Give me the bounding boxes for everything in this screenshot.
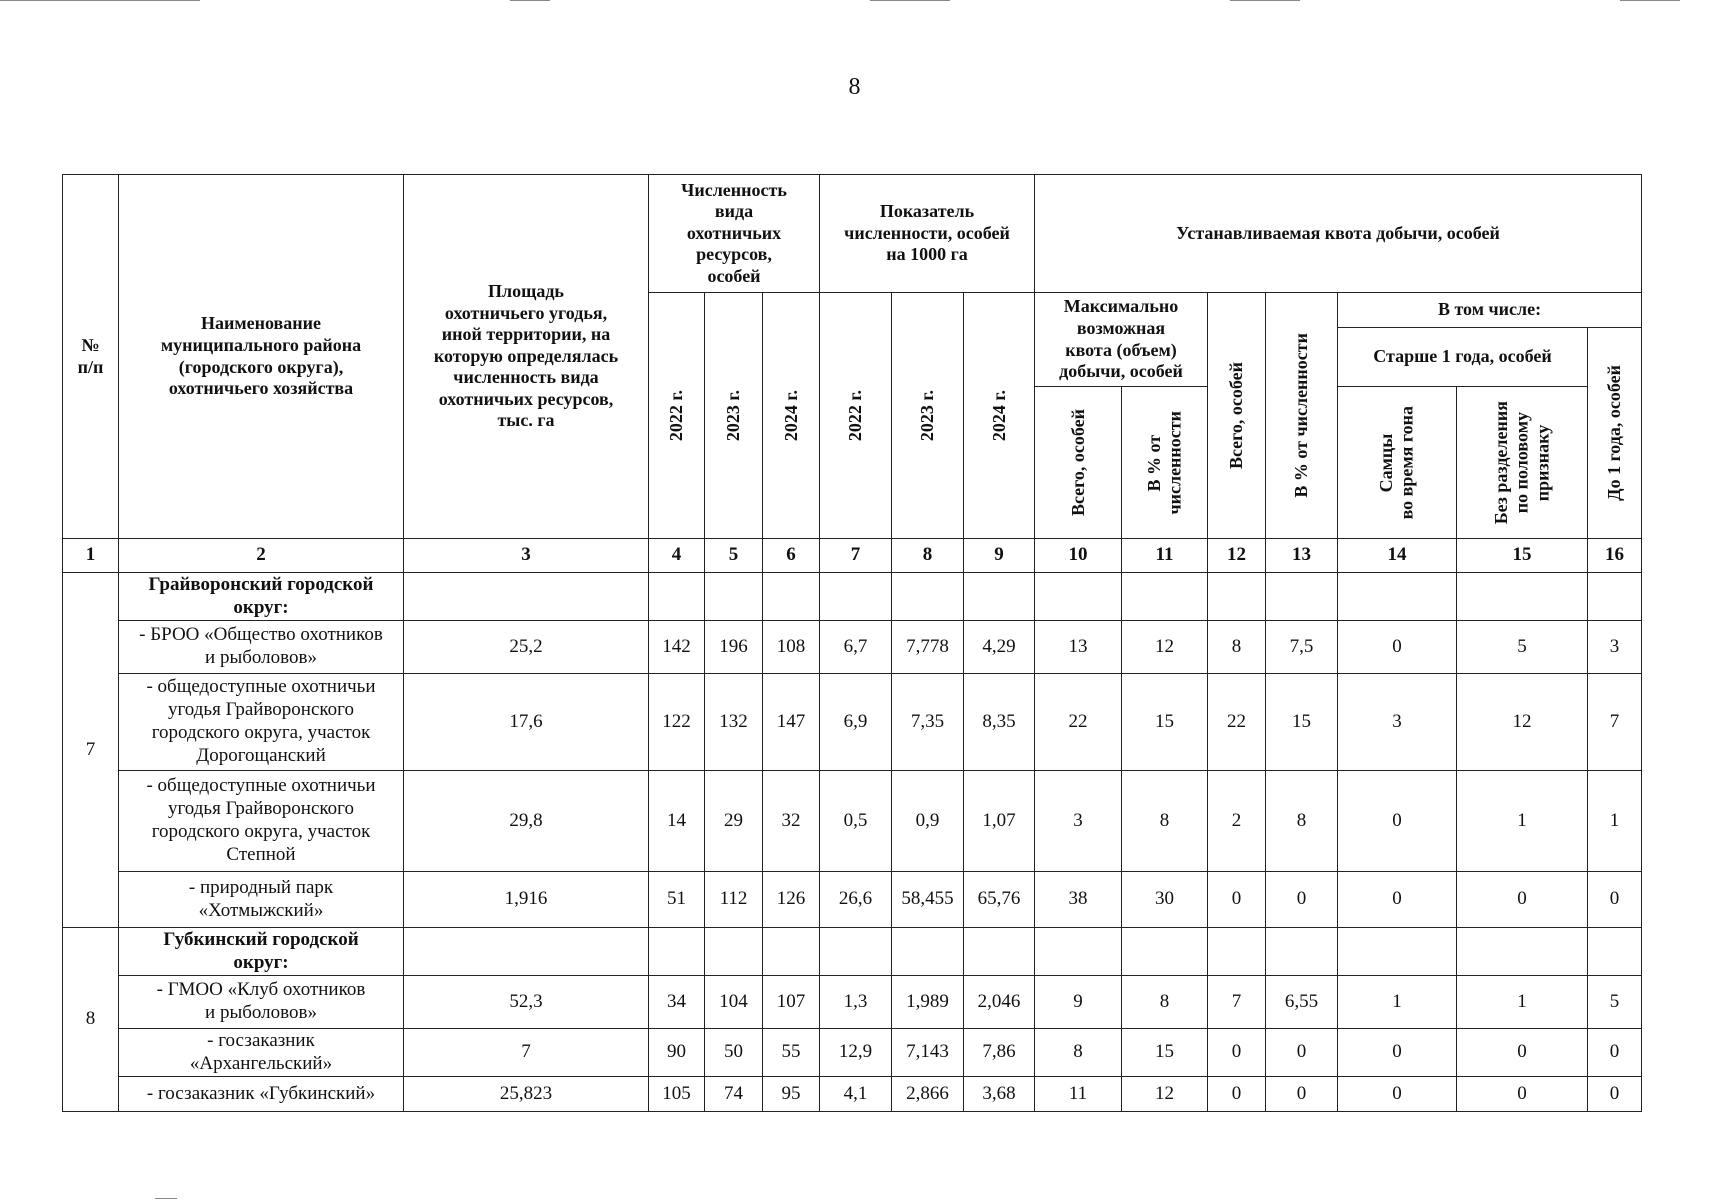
empty-cell xyxy=(892,573,964,621)
table-cell: 8 xyxy=(1208,621,1266,674)
table-cell: 0 xyxy=(1266,1077,1338,1112)
empty-cell xyxy=(1338,928,1457,976)
column-number: 7 xyxy=(820,539,892,573)
table-cell: 105 xyxy=(649,1077,705,1112)
table-cell: 6,7 xyxy=(820,621,892,674)
empty-cell xyxy=(1457,928,1588,976)
header-area: Площадь охотничьего угодья, иной территории, на которую определялась численность вида охотничьих ресурсов, тыс. га xyxy=(404,175,649,539)
table-cell: 15 xyxy=(1266,674,1338,771)
table-cell: 0 xyxy=(1457,1029,1588,1077)
table-cell: 1 xyxy=(1338,976,1457,1029)
table-cell: 1 xyxy=(1457,976,1588,1029)
hunting-quota-table xyxy=(62,174,1642,1112)
table-cell: 14 xyxy=(649,771,705,872)
table-cell: 3 xyxy=(1035,771,1122,872)
table-cell: 2,866 xyxy=(892,1077,964,1112)
table-row xyxy=(63,872,1642,928)
table-cell: 12 xyxy=(1457,674,1588,771)
empty-cell xyxy=(1338,573,1457,621)
table-cell: 4,1 xyxy=(820,1077,892,1112)
column-number: 9 xyxy=(964,539,1035,573)
no-sex-label: Без разделения по половому признаку xyxy=(1490,400,1553,525)
table-cell: 0 xyxy=(1266,872,1338,928)
year-label: 2022 г. xyxy=(845,389,866,442)
table-cell: 126 xyxy=(763,872,820,928)
header-name: Наименование муниципального района (городского округа), охотничьего хозяйства xyxy=(119,175,404,539)
table-cell: 0 xyxy=(1208,872,1266,928)
hunting-ground-name: - общедоступные охотничьи угодья Грайворонского городского округа, участок Дорогощанский xyxy=(119,674,404,771)
header-quota: Устанавливаемая квота добычи, особей xyxy=(1035,175,1642,293)
scan-edge-line xyxy=(870,0,950,1)
table-cell: 7,778 xyxy=(892,621,964,674)
column-number: 4 xyxy=(649,539,705,573)
table-cell: 5 xyxy=(1588,976,1642,1029)
table-cell: 4,29 xyxy=(964,621,1035,674)
table-cell: 8 xyxy=(1035,1029,1122,1077)
table-cell: 32 xyxy=(763,771,820,872)
empty-cell xyxy=(649,573,705,621)
empty-cell xyxy=(1122,928,1208,976)
empty-cell xyxy=(1266,573,1338,621)
header-max-pct xyxy=(1122,387,1208,539)
table-cell: 90 xyxy=(649,1029,705,1077)
max-pct-label: В % от численности xyxy=(1143,410,1185,515)
table-cell: 12 xyxy=(1122,621,1208,674)
year-label: 2023 г. xyxy=(723,389,744,442)
table-cell: 7,5 xyxy=(1266,621,1338,674)
group-title-row xyxy=(63,928,1642,976)
scan-edge-line xyxy=(0,0,200,1)
header-year xyxy=(763,293,820,539)
table-cell: 55 xyxy=(763,1029,820,1077)
pct-label: В % от численности xyxy=(1291,333,1312,498)
under1-label: До 1 года, особей xyxy=(1604,365,1625,501)
table-cell: 12,9 xyxy=(820,1029,892,1077)
table-cell: 29 xyxy=(705,771,763,872)
column-number: 14 xyxy=(1338,539,1457,573)
column-number: 12 xyxy=(1208,539,1266,573)
header-year xyxy=(705,293,763,539)
header-under1 xyxy=(1588,328,1642,539)
column-number: 15 xyxy=(1457,539,1588,573)
year-label: 2022 г. xyxy=(666,389,687,442)
table-cell: 9 xyxy=(1035,976,1122,1029)
table-cell: 38 xyxy=(1035,872,1122,928)
table-cell: 104 xyxy=(705,976,763,1029)
empty-cell xyxy=(820,573,892,621)
table-cell: 7,35 xyxy=(892,674,964,771)
header-year xyxy=(649,293,705,539)
empty-cell xyxy=(964,573,1035,621)
empty-cell xyxy=(649,928,705,976)
table-cell: 12 xyxy=(1122,1077,1208,1112)
males-label: Самцы во время гона xyxy=(1376,405,1417,520)
header-year xyxy=(820,293,892,539)
hunting-ground-name: - БРОО «Общество охотников и рыболовов» xyxy=(119,621,404,674)
table-cell: 7,86 xyxy=(964,1029,1035,1077)
empty-cell xyxy=(705,573,763,621)
table-cell: 8 xyxy=(1122,771,1208,872)
empty-cell xyxy=(1266,928,1338,976)
empty-cell xyxy=(1208,928,1266,976)
header-total xyxy=(1208,293,1266,539)
table-cell: 7 xyxy=(1208,976,1266,1029)
header-pct-of-pop xyxy=(1266,293,1338,539)
table-cell: 50 xyxy=(705,1029,763,1077)
table-cell: 2 xyxy=(1208,771,1266,872)
table-cell: 30 xyxy=(1122,872,1208,928)
table-cell: 0 xyxy=(1588,872,1642,928)
table-cell: 3 xyxy=(1588,621,1642,674)
table-cell: 52,3 xyxy=(404,976,649,1029)
table-row xyxy=(63,1077,1642,1112)
table-cell: 65,76 xyxy=(964,872,1035,928)
column-number: 13 xyxy=(1266,539,1338,573)
column-number: 3 xyxy=(404,539,649,573)
table-cell: 22 xyxy=(1208,674,1266,771)
table-cell: 112 xyxy=(705,872,763,928)
table-cell: 0 xyxy=(1457,872,1588,928)
table-cell: 3,68 xyxy=(964,1077,1035,1112)
table-cell: 147 xyxy=(763,674,820,771)
table-row xyxy=(63,976,1642,1029)
table-row xyxy=(63,674,1642,771)
table-cell: 0 xyxy=(1338,1029,1457,1077)
empty-cell xyxy=(404,573,649,621)
table-cell: 0 xyxy=(1457,1077,1588,1112)
table-row xyxy=(63,621,1642,674)
table-body xyxy=(63,539,1642,1112)
table-cell: 8 xyxy=(1122,976,1208,1029)
table-cell: 6,55 xyxy=(1266,976,1338,1029)
table-cell: 7,143 xyxy=(892,1029,964,1077)
header-older: Старше 1 года, особей xyxy=(1338,328,1588,387)
table-cell: 15 xyxy=(1122,674,1208,771)
table-cell: 22 xyxy=(1035,674,1122,771)
header-row-number: № п/п xyxy=(63,175,119,539)
table-cell: 3 xyxy=(1338,674,1457,771)
table-row xyxy=(63,771,1642,872)
table-cell: 17,6 xyxy=(404,674,649,771)
table-cell: 0 xyxy=(1338,621,1457,674)
table-cell: 26,6 xyxy=(820,872,892,928)
hunting-ground-name: - природный парк «Хотмыжский» xyxy=(119,872,404,928)
table-cell: 122 xyxy=(649,674,705,771)
empty-cell xyxy=(1457,573,1588,621)
table-cell: 132 xyxy=(705,674,763,771)
header-population: Численность вида охотничьих ресурсов, особей xyxy=(649,175,820,293)
table-cell: 0 xyxy=(1338,872,1457,928)
scan-edge-line xyxy=(510,0,550,1)
column-number: 16 xyxy=(1588,539,1642,573)
total-label: Всего, особей xyxy=(1226,361,1247,470)
year-label: 2024 г. xyxy=(780,389,801,442)
header-max-total xyxy=(1035,387,1122,539)
table-cell: 7 xyxy=(404,1029,649,1077)
max-total-label: Всего, особей xyxy=(1067,408,1088,517)
empty-cell xyxy=(1208,573,1266,621)
column-number: 5 xyxy=(705,539,763,573)
column-number-row xyxy=(63,539,1642,573)
empty-cell xyxy=(964,928,1035,976)
table-cell: 11 xyxy=(1035,1077,1122,1112)
year-label: 2024 г. xyxy=(988,389,1009,442)
table-cell: 1,916 xyxy=(404,872,649,928)
table-cell: 34 xyxy=(649,976,705,1029)
table-cell: 1 xyxy=(1457,771,1588,872)
empty-cell xyxy=(763,573,820,621)
column-number: 2 xyxy=(119,539,404,573)
hunting-ground-name: - ГМОО «Клуб охотников и рыболовов» xyxy=(119,976,404,1029)
scan-edge-line xyxy=(1230,0,1300,1)
table-cell: 13 xyxy=(1035,621,1122,674)
table-cell: 25,2 xyxy=(404,621,649,674)
table-cell: 0,9 xyxy=(892,771,964,872)
table-cell: 5 xyxy=(1457,621,1588,674)
column-number: 8 xyxy=(892,539,964,573)
empty-cell xyxy=(1588,928,1642,976)
scan-edge-line xyxy=(1620,0,1680,1)
hunting-ground-name: - госзаказник «Губкинский» xyxy=(119,1077,404,1112)
empty-cell xyxy=(404,928,649,976)
column-number: 1 xyxy=(63,539,119,573)
group-number: 8 xyxy=(63,928,119,1112)
table-cell: 1 xyxy=(1588,771,1642,872)
header-density: Показатель численности, особей на 1000 га xyxy=(820,175,1035,293)
table-cell: 0 xyxy=(1588,1077,1642,1112)
table-cell: 107 xyxy=(763,976,820,1029)
header-no-sex xyxy=(1457,387,1588,539)
table-cell: 15 xyxy=(1122,1029,1208,1077)
header-including: В том числе: xyxy=(1338,293,1642,328)
table-cell: 0 xyxy=(1208,1029,1266,1077)
table-cell: 7 xyxy=(1588,674,1642,771)
table-cell: 6,9 xyxy=(820,674,892,771)
hunting-ground-name: - общедоступные охотничьи угодья Грайворонского городского округа, участок Степной xyxy=(119,771,404,872)
table-cell: 25,823 xyxy=(404,1077,649,1112)
column-number: 11 xyxy=(1122,539,1208,573)
header-year xyxy=(964,293,1035,539)
scan-edge-line xyxy=(155,1198,177,1199)
table-cell: 2,046 xyxy=(964,976,1035,1029)
table-cell: 1,07 xyxy=(964,771,1035,872)
group-number: 7 xyxy=(63,573,119,928)
group-title-row xyxy=(63,573,1642,621)
group-title: Губкинский городской округ: xyxy=(119,928,404,976)
empty-cell xyxy=(1035,928,1122,976)
empty-cell xyxy=(892,928,964,976)
year-label: 2023 г. xyxy=(917,389,938,442)
table-cell: 51 xyxy=(649,872,705,928)
empty-cell xyxy=(705,928,763,976)
column-number: 6 xyxy=(763,539,820,573)
table-cell: 0 xyxy=(1266,1029,1338,1077)
empty-cell xyxy=(1035,573,1122,621)
table-cell: 0 xyxy=(1338,771,1457,872)
table-cell: 0,5 xyxy=(820,771,892,872)
table-cell: 0 xyxy=(1338,1077,1457,1112)
header-max-quota: Максимально возможная квота (объем) добычи, особей xyxy=(1035,293,1208,387)
table-cell: 29,8 xyxy=(404,771,649,872)
table-cell: 142 xyxy=(649,621,705,674)
column-number: 10 xyxy=(1035,539,1122,573)
table-cell: 74 xyxy=(705,1077,763,1112)
table-cell: 95 xyxy=(763,1077,820,1112)
table-cell: 108 xyxy=(763,621,820,674)
header-males xyxy=(1338,387,1457,539)
table-cell: 8,35 xyxy=(964,674,1035,771)
table-cell: 196 xyxy=(705,621,763,674)
table-cell: 1,989 xyxy=(892,976,964,1029)
table-row xyxy=(63,1029,1642,1077)
group-title: Грайворонский городской округ: xyxy=(119,573,404,621)
table-cell: 1,3 xyxy=(820,976,892,1029)
empty-cell xyxy=(1122,573,1208,621)
table-cell: 8 xyxy=(1266,771,1338,872)
table-cell: 58,455 xyxy=(892,872,964,928)
page-number: 8 xyxy=(848,74,861,100)
hunting-ground-name: - госзаказник «Архангельский» xyxy=(119,1029,404,1077)
table-cell: 0 xyxy=(1588,1029,1642,1077)
header-year xyxy=(892,293,964,539)
empty-cell xyxy=(1588,573,1642,621)
table-cell: 0 xyxy=(1208,1077,1266,1112)
empty-cell xyxy=(763,928,820,976)
empty-cell xyxy=(820,928,892,976)
